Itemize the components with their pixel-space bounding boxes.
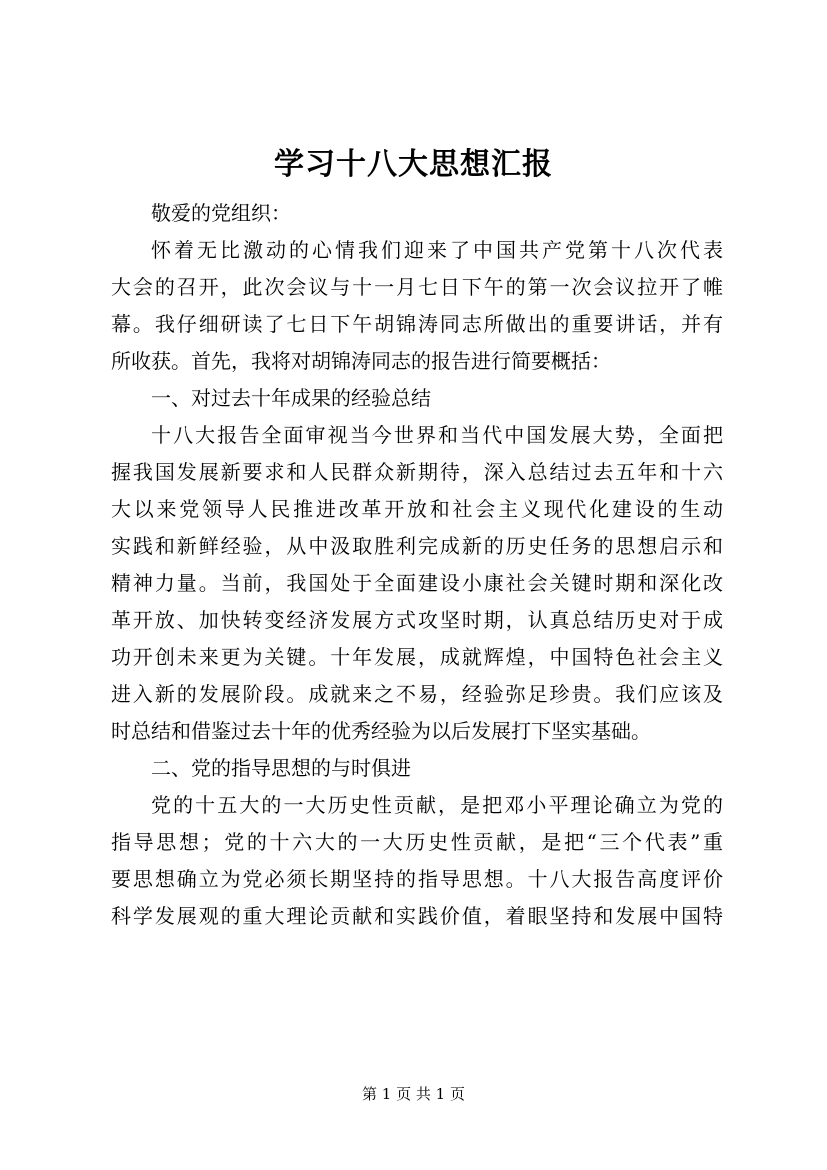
section-heading: 二、党的指导思想的与时俱进 — [151, 756, 411, 780]
paragraph-line: 时总结和借鉴过去十年的优秀经验为以后发展打下坚实基础。 — [111, 719, 651, 743]
paragraph-line: 怀着无比激动的心情我们迎来了中国共产党第十八次代表 — [151, 238, 723, 262]
salutation: 敬爱的党组织： — [151, 201, 291, 225]
paragraph-line: 指导思想；党的十六大的一大历史性贡献，是把“三个代表”重 — [111, 830, 723, 854]
paragraph-line: 精神力量。当前，我国处于全面建设小康社会关键时期和深化改 — [111, 571, 723, 595]
paragraph-line: 科学发展观的重大理论贡献和实践价值，着眼坚持和发展中国特 — [111, 904, 723, 928]
paragraph-line: 要思想确立为党必须长期坚持的指导思想。十八大报告高度评价 — [111, 867, 723, 891]
paragraph-line: 革开放、加快转变经济发展方式攻坚时期，认真总结历史对于成 — [111, 608, 723, 632]
page-footer: 第 1 页 共 1 页 — [362, 1085, 465, 1103]
document-title: 学习十八大思想汇报 — [274, 147, 553, 182]
document-body — [111, 195, 723, 935]
paragraph-line: 实践和新鲜经验，从中汲取胜利完成新的历史任务的思想启示和 — [111, 534, 723, 558]
paragraph-line: 所收获。首先，我将对胡锦涛同志的报告进行简要概括： — [111, 349, 611, 373]
paragraph-line: 幕。我仔细研读了七日下午胡锦涛同志所做出的重要讲话，并有 — [111, 312, 723, 336]
paragraph-line: 握我国发展新要求和人民群众新期待，深入总结过去五年和十六 — [111, 460, 723, 484]
paragraph-line: 大会的召开，此次会议与十一月七日下午的第一次会议拉开了帷 — [111, 275, 723, 299]
paragraph-line: 党的十五大的一大历史性贡献，是把邓小平理论确立为党的 — [151, 793, 723, 817]
paragraph-line: 十八大报告全面审视当今世界和当代中国发展大势，全面把 — [151, 423, 723, 447]
paragraph-line: 功开创未来更为关键。十年发展，成就辉煌，中国特色社会主义 — [111, 645, 723, 669]
paragraph-line: 大以来党领导人民推进改革开放和社会主义现代化建设的生动 — [111, 497, 723, 521]
paragraph-line: 进入新的发展阶段。成就来之不易，经验弥足珍贵。我们应该及 — [111, 682, 723, 706]
section-heading: 一、对过去十年成果的经验总结 — [151, 386, 431, 410]
